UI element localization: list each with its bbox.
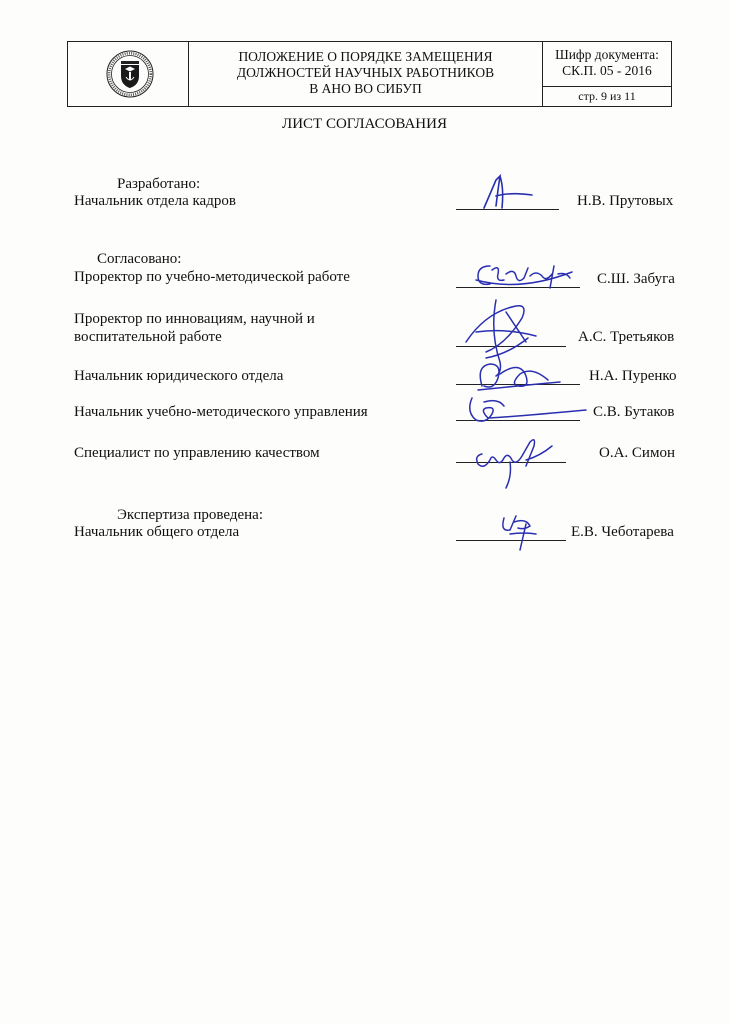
header-title-line: ДОЛЖНОСТЕЙ НАУЧНЫХ РАБОТНИКОВ bbox=[236, 65, 495, 80]
position-vice-rector-innovation-line1: Проректор по инновациям, научной и bbox=[74, 311, 315, 327]
header-title-line: В АНО ВО СИБУП bbox=[309, 81, 422, 96]
header-document-code bbox=[543, 42, 671, 87]
position-vice-rector-academic: Проректор по учебно-методической работе bbox=[74, 269, 350, 285]
section-label-developed: Разработано: bbox=[117, 176, 201, 192]
name-simon: О.А. Симон bbox=[599, 445, 675, 461]
position-legal-head: Начальник юридического отдела bbox=[74, 368, 284, 384]
section-label-approved: Согласовано: bbox=[97, 251, 182, 267]
position-hr-head: Начальник отдела кадров bbox=[74, 193, 236, 209]
document-header bbox=[67, 41, 672, 107]
document-code-label: Шифр документа: bbox=[555, 47, 659, 62]
document-code-value: СК.П. 05 - 2016 bbox=[562, 63, 652, 78]
header-logo-cell bbox=[68, 42, 189, 106]
position-academic-dept-head: Начальник учебно-методического управления bbox=[74, 404, 368, 420]
signature-zabuga bbox=[470, 252, 580, 296]
position-quality-specialist: Специалист по управлению качеством bbox=[74, 445, 320, 461]
position-general-dept-head: Начальник общего отдела bbox=[74, 524, 240, 540]
university-seal-icon bbox=[106, 50, 154, 98]
signature-chebotareva bbox=[496, 508, 546, 552]
header-title-line: ПОЛОЖЕНИЕ О ПОРЯДКЕ ЗАМЕЩЕНИЯ bbox=[238, 49, 493, 64]
header-document-title bbox=[189, 42, 543, 106]
signature-butakov bbox=[462, 388, 592, 428]
name-tretyakov: А.С. Третьяков bbox=[578, 329, 675, 345]
name-chebotareva: Е.В. Чеботарева bbox=[571, 524, 674, 540]
signature-simon bbox=[470, 426, 566, 492]
name-prutovykh: Н.В. Прутовых bbox=[577, 193, 674, 209]
header-page-number: стр. 9 из 11 bbox=[578, 89, 636, 103]
section-label-expertise: Экспертиза проведена: bbox=[117, 507, 264, 523]
name-zabuga: С.Ш. Забуга bbox=[597, 271, 675, 287]
position-vice-rector-innovation-line2: воспитательной работе bbox=[74, 329, 222, 345]
signature-prutovykh bbox=[476, 170, 546, 214]
name-butakov: С.В. Бутаков bbox=[593, 404, 675, 420]
name-purenko: Н.А. Пуренко bbox=[589, 368, 677, 384]
sheet-title: ЛИСТ СОГЛАСОВАНИЯ bbox=[282, 116, 447, 132]
